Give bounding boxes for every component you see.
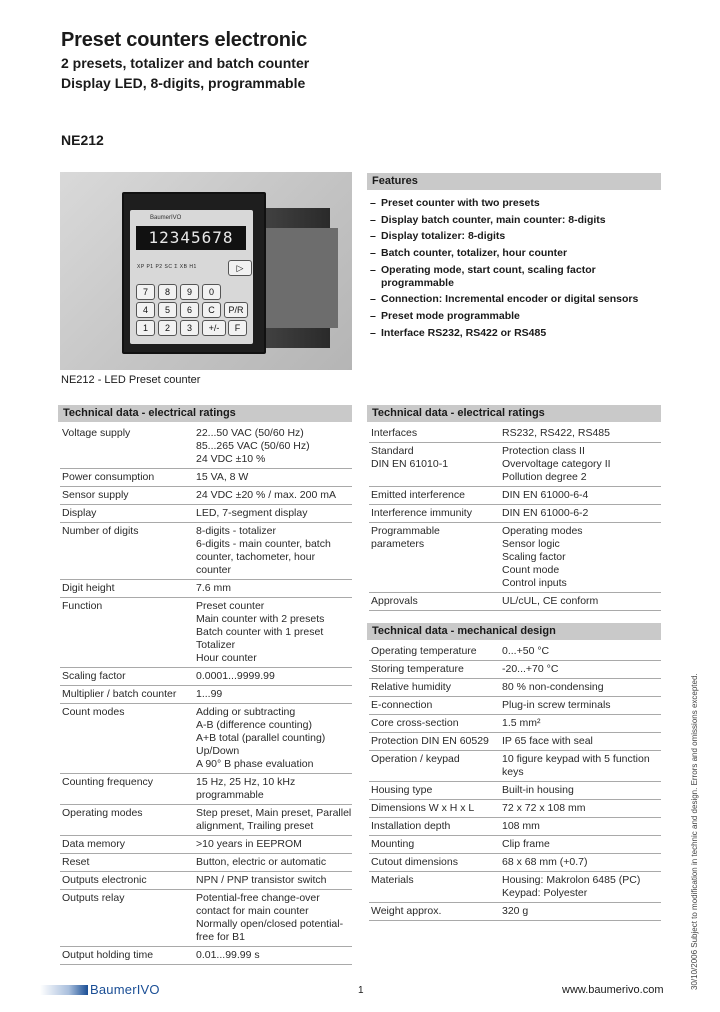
page-subtitle-1: 2 presets, totalizer and batch counter (61, 55, 310, 71)
table-row (60, 836, 352, 854)
keypad-key: 2 (158, 320, 177, 336)
page-number: 1 (358, 985, 364, 996)
table-row (60, 469, 352, 487)
row-label: Emitted interference (371, 489, 465, 501)
row-label: Mounting (371, 838, 415, 850)
row-value: -20...+70 °C (502, 663, 559, 675)
table-row (369, 425, 661, 443)
keypad-key: 7 (136, 284, 155, 300)
row-label: Standard DIN EN 61010-1 (371, 445, 449, 470)
row-value: 22...50 VAC (50/60 Hz) 85...265 VAC (50/60 Hz) 24 VDC ±10 % (196, 427, 310, 465)
row-label: Data memory (62, 838, 126, 850)
table-row (60, 668, 352, 686)
row-label: Count modes (62, 706, 125, 718)
table-row (60, 872, 352, 890)
table-row (60, 947, 352, 965)
row-label: Counting frequency (62, 776, 154, 788)
legal-side-note: 30/10/2006 Subject to modification in technic and design. Errors and omissions excepted. (690, 673, 699, 990)
device-brand-label: BaumerIVO (150, 215, 182, 221)
keypad-key: 0 (202, 284, 221, 300)
keypad-key: F (228, 320, 247, 336)
row-value: 320 g (502, 905, 529, 917)
row-value: 1...99 (196, 688, 223, 700)
table-row (60, 523, 352, 580)
row-label: Outputs relay (62, 892, 125, 904)
table-row (369, 854, 661, 872)
row-label: Reset (62, 856, 90, 868)
row-label: Power consumption (62, 471, 155, 483)
row-label: Relative humidity (371, 681, 451, 693)
row-label: Voltage supply (62, 427, 131, 439)
row-label: Dimensions W x H x L (371, 802, 475, 814)
feature-item: – Batch counter, totalizer, hour counter (370, 247, 670, 260)
table-row (369, 800, 661, 818)
row-label: Installation depth (371, 820, 451, 832)
feature-item: – Display batch counter, main counter: 8-digits (370, 214, 670, 227)
table-row (369, 661, 661, 679)
keypad-key: 4 (136, 302, 155, 318)
table-row (369, 443, 661, 487)
row-value: 7.6 mm (196, 582, 232, 594)
row-label: Display (62, 507, 97, 519)
table-row (60, 487, 352, 505)
row-value: Adding or subtracting A-B (difference counting) A+B total (parallel counting) Up/Down A 90° B phase evaluation (196, 706, 326, 770)
row-value: Clip frame (502, 838, 550, 850)
table-row (60, 686, 352, 704)
model-number: NE212 (61, 132, 104, 148)
page-title: Preset counters electronic (61, 29, 308, 51)
table-row (60, 890, 352, 947)
row-label: Function (62, 600, 103, 612)
table-row (60, 805, 352, 836)
table-row (369, 836, 661, 854)
row-label: Programmable parameters (371, 525, 440, 550)
row-value: RS232, RS422, RS485 (502, 427, 610, 439)
row-value: Step preset, Main preset, Parallel alignment, Trailing preset (196, 807, 352, 832)
features-heading: Features (367, 173, 661, 190)
elec-right-heading: Technical data - electrical ratings (367, 405, 661, 422)
table-row (369, 487, 661, 505)
keypad-key: 3 (180, 320, 199, 336)
row-label: Storing temperature (371, 663, 464, 675)
row-value: 15 Hz, 25 Hz, 10 kHz programmable (196, 776, 296, 801)
keypad-key: 9 (180, 284, 199, 300)
table-row (369, 751, 661, 782)
feature-item: – Preset counter with two presets (370, 197, 670, 210)
row-label: Number of digits (62, 525, 139, 537)
elec-right-table (369, 425, 661, 611)
mech-table (369, 643, 661, 921)
keypad-key: P/R (224, 302, 248, 318)
table-row (60, 580, 352, 598)
row-label: Operating temperature (371, 645, 477, 657)
row-value: DIN EN 61000-6-4 (502, 489, 589, 501)
table-row (60, 598, 352, 668)
table-row (60, 854, 352, 872)
row-label: Interference immunity (371, 507, 472, 519)
row-value: 24 VDC ±20 % / max. 200 mA (196, 489, 336, 501)
row-label: E-connection (371, 699, 433, 711)
row-value: 10 figure keypad with 5 function keys (502, 753, 650, 778)
elec-left-table (60, 425, 352, 965)
row-value: 8-digits - totalizer 6-digits - main counter, batch counter, tachometer, hour counter (196, 525, 331, 576)
device-clip-frame (260, 228, 338, 328)
row-value: Housing: Makrolon 6485 (PC) Keypad: Polyester (502, 874, 641, 899)
feature-item: – Preset mode programmable (370, 310, 670, 323)
table-row (60, 704, 352, 774)
row-label: Core cross-section (371, 717, 459, 729)
page-subtitle-2: Display LED, 8-digits, programmable (61, 75, 306, 91)
table-row (369, 523, 661, 593)
row-label: Scaling factor (62, 670, 126, 682)
table-row (369, 505, 661, 523)
website-link[interactable]: www.baumerivo.com (562, 984, 664, 996)
row-value: 1.5 mm² (502, 717, 541, 729)
photo-caption: NE212 - LED Preset counter (61, 374, 201, 386)
table-row (369, 715, 661, 733)
row-label: Protection DIN EN 60529 (371, 735, 489, 747)
table-row (369, 782, 661, 800)
table-row (369, 818, 661, 836)
row-value: 0...+50 °C (502, 645, 550, 657)
features-list (370, 197, 670, 344)
row-value: DIN EN 61000-6-2 (502, 507, 589, 519)
table-row (369, 903, 661, 921)
footer-logo (40, 982, 170, 996)
feature-item: – Operating mode, start count, scaling factor programmable (370, 264, 670, 290)
row-value: NPN / PNP transistor switch (196, 874, 327, 886)
row-label: Multiplier / batch counter (62, 688, 177, 700)
row-label: Approvals (371, 595, 418, 607)
row-value: 108 mm (502, 820, 540, 832)
row-label: Interfaces (371, 427, 418, 439)
row-value: Built-in housing (502, 784, 574, 796)
row-value: IP 65 face with seal (502, 735, 593, 747)
product-photo (60, 172, 352, 370)
feature-item: – Connection: Incremental encoder or digital sensors (370, 293, 670, 306)
table-row (60, 505, 352, 523)
row-value: Potential-free change-over contact for main counter Normally open/closed potential-free for B1 (196, 892, 344, 943)
row-value: 0.0001...9999.99 (196, 670, 275, 682)
row-label: Outputs electronic (62, 874, 147, 886)
device-led-display: 12345678 (136, 226, 246, 250)
row-value: Plug-in screw terminals (502, 699, 611, 711)
row-label: Cutout dimensions (371, 856, 458, 868)
keypad-key: 5 (158, 302, 177, 318)
row-value: Protection class II Overvoltage category II Pollution degree 2 (502, 445, 611, 483)
table-row (369, 872, 661, 903)
row-value: 80 % non-condensing (502, 681, 604, 693)
table-row (369, 697, 661, 715)
row-value: 72 x 72 x 108 mm (502, 802, 586, 814)
table-row (60, 774, 352, 805)
row-label: Weight approx. (371, 905, 442, 917)
row-value: UL/cUL, CE conform (502, 595, 599, 607)
row-label: Operation / keypad (371, 753, 460, 765)
feature-item: – Display totalizer: 8-digits (370, 230, 670, 243)
row-label: Output holding time (62, 949, 154, 961)
row-value: Button, electric or automatic (196, 856, 327, 868)
row-value: >10 years in EEPROM (196, 838, 302, 850)
row-label: Housing type (371, 784, 433, 796)
row-value: Preset counter Main counter with 2 presets Batch counter with 1 preset Totalizer Hour counter (196, 600, 325, 664)
keypad-key: 8 (158, 284, 177, 300)
row-value: 0.01...99.99 s (196, 949, 260, 961)
row-label: Digit height (62, 582, 115, 594)
mech-heading: Technical data - mechanical design (367, 623, 661, 640)
table-row (369, 733, 661, 751)
row-label: Sensor supply (62, 489, 129, 501)
row-label: Materials (371, 874, 414, 886)
row-value: 68 x 68 mm (+0.7) (502, 856, 588, 868)
keypad-key: ▷ (228, 260, 252, 276)
table-row (60, 425, 352, 469)
keypad-key: 6 (180, 302, 199, 318)
logo-text: BaumerIVO (90, 982, 160, 997)
table-row (369, 643, 661, 661)
keypad-key: C (202, 302, 221, 318)
row-label: Operating modes (62, 807, 143, 819)
keypad-key: +/- (202, 320, 226, 336)
keypad-key: 1 (136, 320, 155, 336)
table-row (369, 679, 661, 697)
row-value: LED, 7-segment display (196, 507, 308, 519)
feature-item: – Interface RS232, RS422 or RS485 (370, 327, 670, 340)
row-value: 15 VA, 8 W (196, 471, 249, 483)
logo-gradient-bar (40, 985, 88, 995)
row-value: Operating modes Sensor logic Scaling factor Count mode Control inputs (502, 525, 583, 589)
device-status-leds: XP P1 P2 SC Σ XB H1 (137, 264, 197, 270)
table-row (369, 593, 661, 611)
elec-left-heading: Technical data - electrical ratings (58, 405, 352, 422)
